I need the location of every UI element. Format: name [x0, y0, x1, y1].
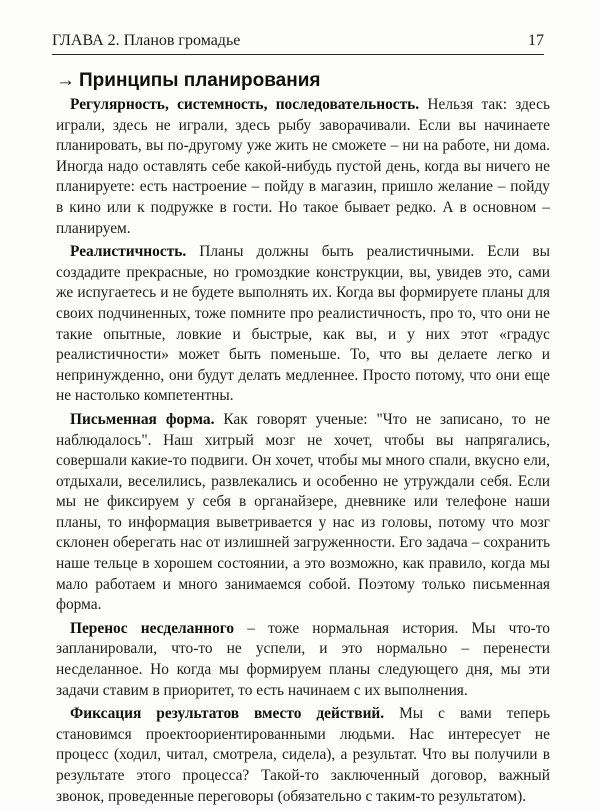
- running-head: [52, 32, 544, 50]
- paragraph-term: Письменная форма.: [70, 410, 215, 428]
- paragraph-term: Реалистичность.: [70, 243, 187, 261]
- section-title-text: Принципы планирования: [79, 70, 321, 91]
- page-number: 17: [528, 32, 544, 49]
- section-heading: [56, 70, 320, 92]
- arrow-right-icon: →: [56, 70, 75, 91]
- paragraph-text: Планы должны быть реалистичными. Если вы создадите прекрасные, но громоздкие конструкции, вы, увидев это, сами же испугаетесь и не будете выполнять их. Когда вы формируете планы для своих подчиненных, тоже помните про реалистичность, про то, что они не такие опытные, ловкие и быстрые, как вы, и у них этот «градус реалистичности» может быть поменьше. То, что вы делаете легко и непринужденно, они будут делать медленнее. Просто потому, что они еще не настолько компетентны.: [56, 243, 550, 405]
- paragraph: [56, 95, 550, 239]
- paragraph-term: Фиксация результатов вместо действий.: [70, 705, 385, 723]
- paragraph-text: Нельзя так: здесь играли, здесь не играли, здесь рыбу заворачивали. Если вы начинаете планировать, вы по-другому уже жить не сможете – ни на работе, ни дома. Иногда надо оставлять себе какой-нибудь пустой день, когда вы ничего не планируете: есть настроение – пойду в магазин, пришло желание – пойду в кино или к подружке в гости. Но такое бывает редко. А в основном – планируем.: [56, 96, 550, 237]
- header-rule: [52, 54, 544, 55]
- paragraph: [56, 619, 550, 701]
- paragraph: [56, 704, 550, 807]
- paragraph-text: Как говорят ученые: "Что не записано, то не наблюдалось". Наш хитрый мозг не хочет, чтобы вы напрягались, совершали какие-то подвиги. Он хочет, чтобы мы много спали, вкусно ели, отдыхали, веселились, развлекались и особенно не утруждали себя. Если мы не фиксируем у себя в органайзере, дневнике или телефоне наши планы, то информация выветривается у нас из головы, потому что мозг склонен оберегать нас от излишней загруженности. Его задача – сохранить наше тельце в хорошем состоянии, а это возможно, как правило, когда мы мало работаем и много занимаемся собой. Поэтому только письменная форма.: [56, 410, 550, 614]
- paragraph-text: Мы с вами теперь становимся проектоориентированными людьми. Нас интересует не процесс (ходил, читал, смотрела, сидела), а результат. Что вы получили в результате этого процесса? Такой-то заключенный договор, важный звонок, проведенные переговоры (обязательно с таким-то результатом).: [56, 705, 550, 805]
- paragraph-term: Перенос несделанного: [70, 619, 235, 637]
- chapter-title: ГЛАВА 2. Планов громадье: [52, 32, 241, 49]
- paragraph: [56, 410, 550, 616]
- paragraph-text: – тоже нормальная история. Мы что-то запланировали, что-то не успели, и это нормально – перенести несделанное. Но когда мы формируем планы следующего дня, мы эти задачи ставим в приоритет, то есть начинаем с их выполнения.: [56, 619, 550, 699]
- paragraph-term: Регулярность, системность, последовательность.: [70, 96, 420, 113]
- paragraph: [56, 242, 550, 407]
- body-text: [56, 95, 550, 810]
